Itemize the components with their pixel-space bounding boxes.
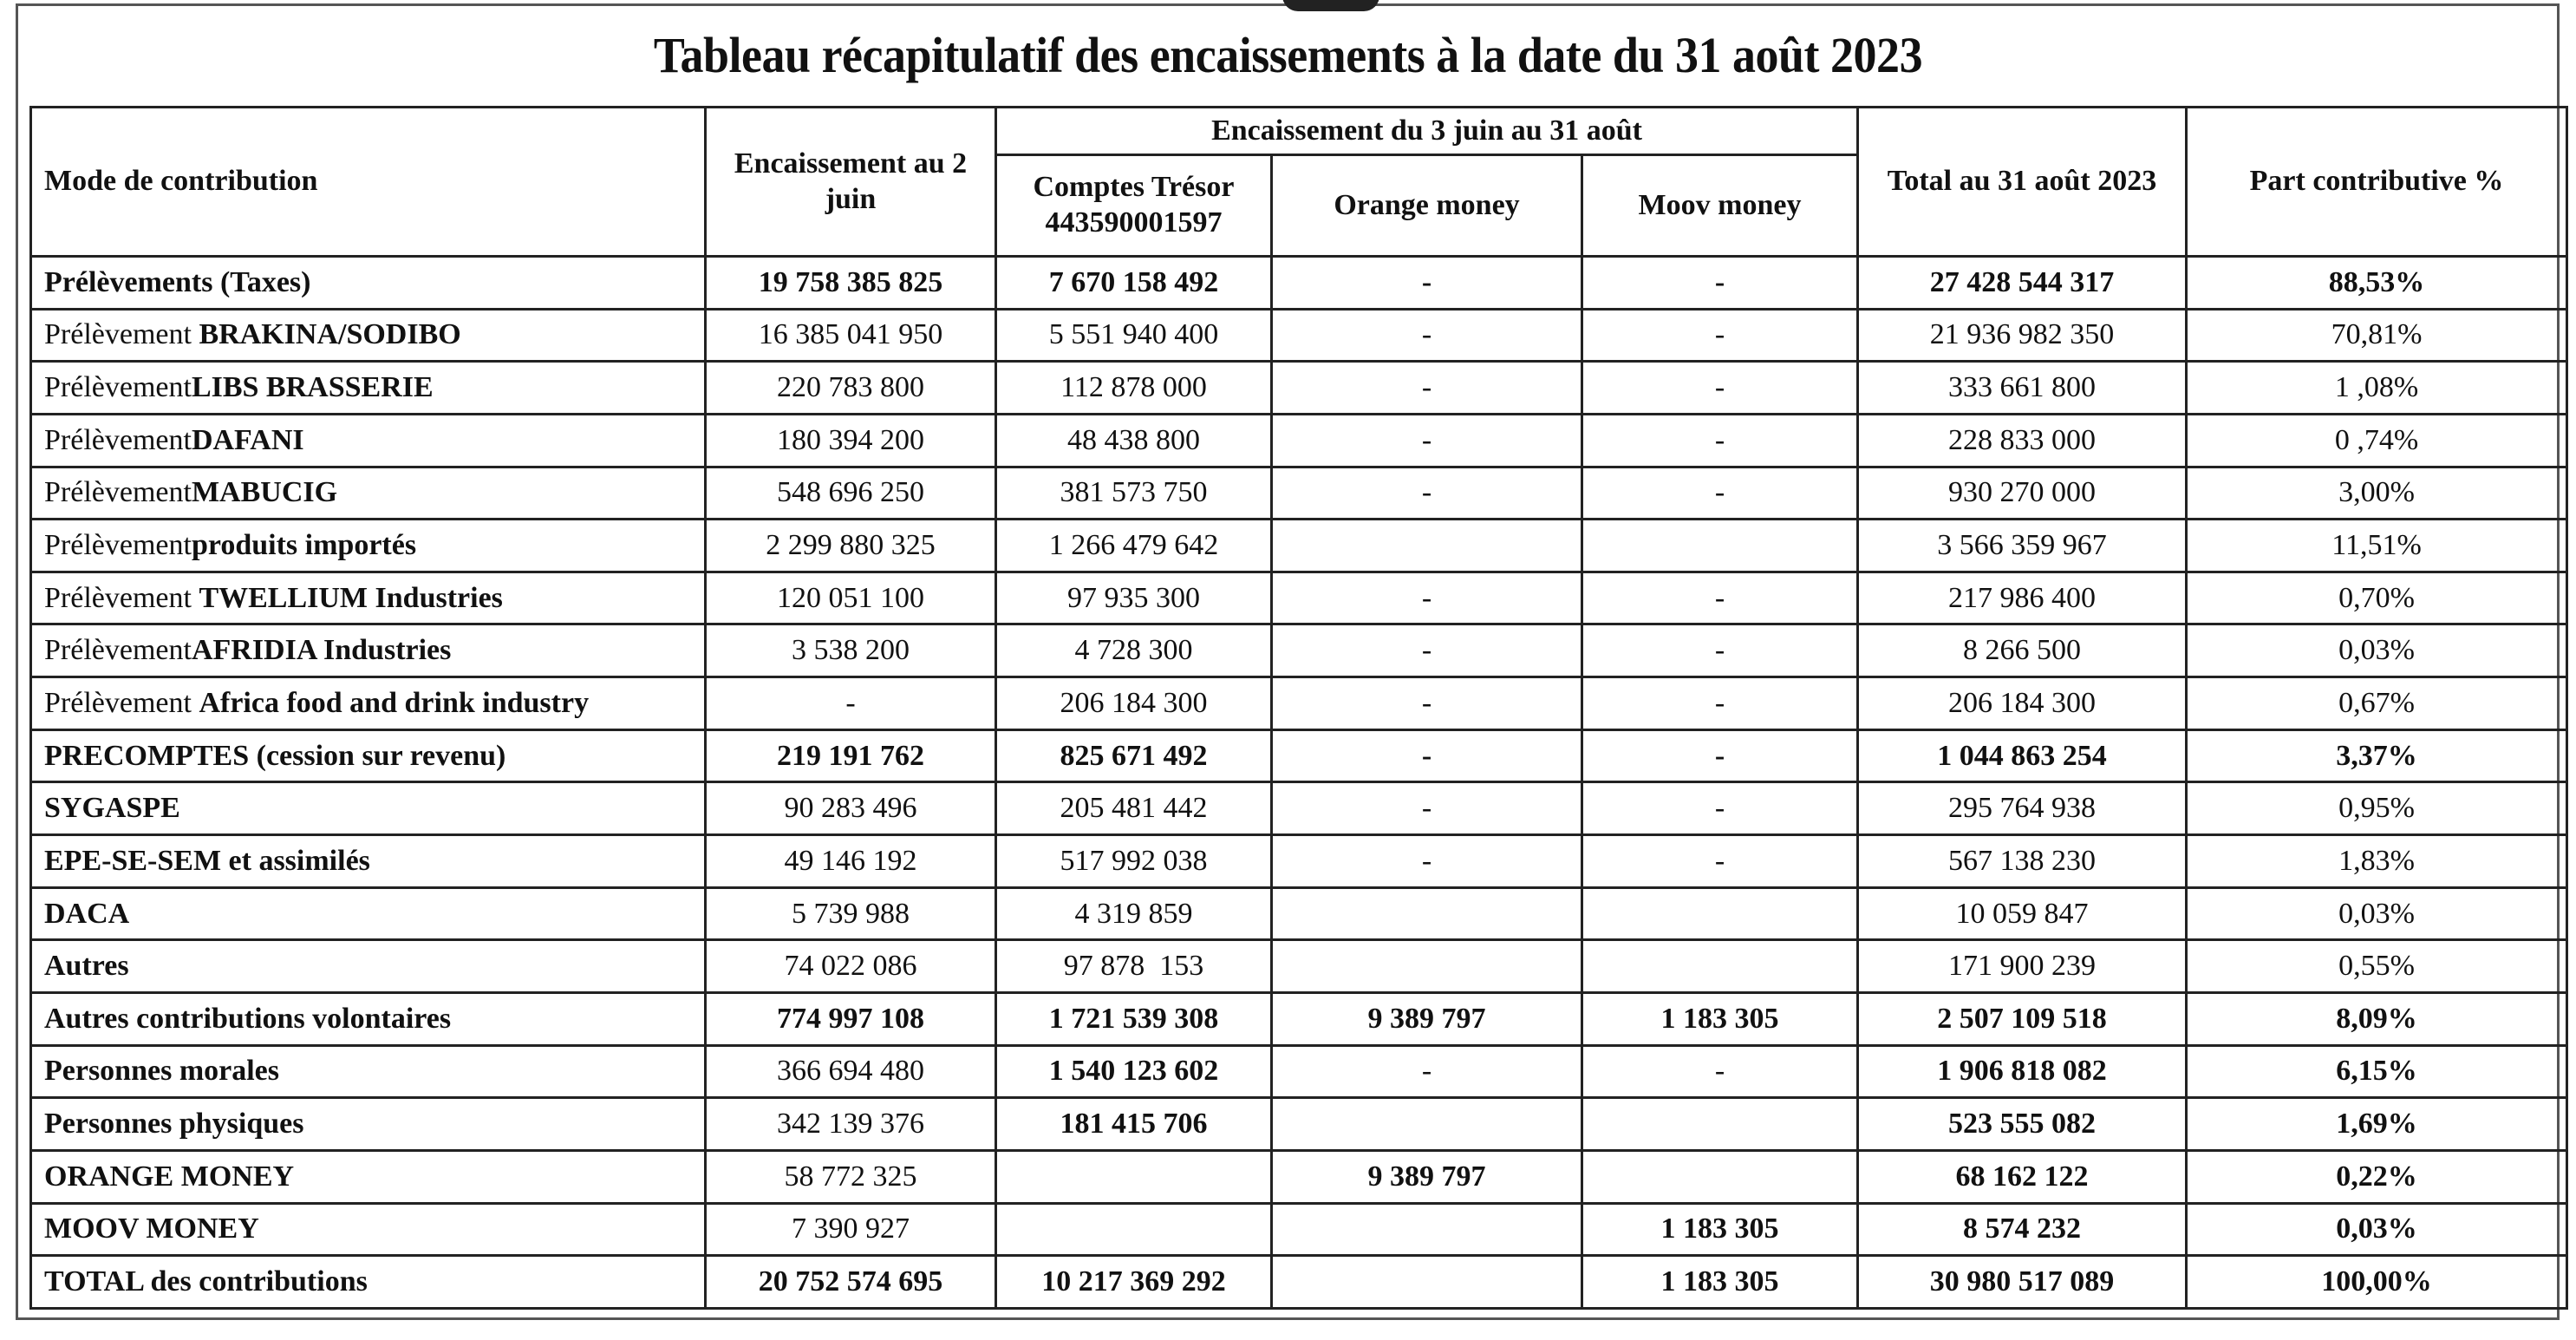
table-cell [996,1203,1272,1256]
table-row [31,520,2567,572]
table-cell: 1 906 818 082 [1858,1045,2187,1098]
row-label [31,940,706,993]
table-cell: 181 415 706 [996,1098,1272,1151]
table-cell: 3 566 359 967 [1858,520,2187,572]
page-title: Tableau récapitulatif des encaissements à la date du 31 août 2023 [653,27,1923,83]
table-cell: 7 390 927 [706,1203,996,1256]
table-cell: 97 878 153 [996,940,1272,993]
row-label-name: TWELLIUM Industries [199,581,503,614]
table-cell: 0,03% [2187,1203,2567,1256]
table-cell: 49 146 192 [706,835,996,888]
table-cell: 16 385 041 950 [706,309,996,362]
table-cell: 10 217 369 292 [996,1256,1272,1309]
row-label-name: DAFANI [191,423,304,456]
table-cell: 0,55% [2187,940,2567,993]
table-cell: 21 936 982 350 [1858,309,2187,362]
table-cell: 11,51% [2187,520,2567,572]
table-row [31,782,2567,835]
table-cell: 1 266 479 642 [996,520,1272,572]
row-label-prefix: Prélèvement [44,581,199,614]
table-row [31,572,2567,624]
table-cell: - [1272,835,1582,888]
table-cell: 70,81% [2187,309,2567,362]
table-row [31,257,2567,310]
table-cell [996,1150,1272,1203]
row-label-name: Personnes morales [44,1055,280,1088]
table-row [31,729,2567,782]
table-cell: 381 573 750 [996,467,1272,520]
table-cell: 0,95% [2187,782,2567,835]
table-cell: 97 935 300 [996,572,1272,624]
table-row [31,1256,2567,1309]
table-cell: - [1582,467,1858,520]
row-label-prefix: Prélèvement [44,371,192,404]
row-label [31,1256,706,1309]
table-cell: 19 758 385 825 [706,257,996,310]
table-cell: 10 059 847 [1858,887,2187,940]
row-label [31,624,706,677]
table-cell: 0 ,74% [2187,414,2567,467]
table-cell: - [1582,677,1858,730]
row-label-prefix: Prélèvement [44,476,192,509]
row-label-prefix: Prélèvement [44,634,192,667]
table-cell: 0,67% [2187,677,2567,730]
table-cell: 205 481 442 [996,782,1272,835]
summary-table [29,106,2568,1310]
table-row [31,677,2567,730]
table-cell: 0,22% [2187,1150,2567,1203]
table-cell: 3 538 200 [706,624,996,677]
table-row [31,1150,2567,1203]
table-cell: 2 507 109 518 [1858,992,2187,1045]
row-label [31,257,706,310]
table-cell: 100,00% [2187,1256,2567,1309]
table-cell: 523 555 082 [1858,1098,2187,1151]
table-cell: - [1582,572,1858,624]
table-cell: 366 694 480 [706,1045,996,1098]
table-cell: 1 540 123 602 [996,1045,1272,1098]
table-cell: 1 044 863 254 [1858,729,2187,782]
table-cell: - [1582,1045,1858,1098]
table-cell: 120 051 100 [706,572,996,624]
table-cell: - [1272,414,1582,467]
table-cell: - [1272,362,1582,415]
row-label [31,1203,706,1256]
table-cell: 7 670 158 492 [996,257,1272,310]
table-cell [1272,1203,1582,1256]
row-label-name: Autres contributions volontaires [44,1002,452,1035]
table-cell: - [1582,309,1858,362]
table-row [31,887,2567,940]
table-row [31,1045,2567,1098]
table-body [31,257,2567,1309]
table-cell: 8 574 232 [1858,1203,2187,1256]
table-cell: 1 183 305 [1582,992,1858,1045]
table-row [31,624,2567,677]
row-label-name: SYGASPE [44,792,180,825]
header-comptes-tresor: Comptes Trésor 443590001597 [996,155,1272,257]
row-label [31,467,706,520]
row-label-name: MABUCIG [191,476,338,509]
header-orange-money: Orange money [1272,155,1582,257]
table-row [31,1203,2567,1256]
table-cell: - [1582,835,1858,888]
table-cell: 206 184 300 [1858,677,2187,730]
table-cell: 88,53% [2187,257,2567,310]
table-cell: 27 428 544 317 [1858,257,2187,310]
row-label [31,992,706,1045]
table-cell: 0,70% [2187,572,2567,624]
table-cell: - [1582,782,1858,835]
row-label-name: BRAKINA/SODIBO [199,318,461,351]
header-group-3-juin-31-aout: Encaissement du 3 juin au 31 août [996,108,1858,155]
table-cell: 180 394 200 [706,414,996,467]
row-label [31,1098,706,1151]
table-cell: 517 992 038 [996,835,1272,888]
table-cell: 774 997 108 [706,992,996,1045]
table-cell [1582,520,1858,572]
row-label [31,309,706,362]
row-label-name: PRECOMPTES (cession sur revenu) [44,739,506,772]
table-row [31,362,2567,415]
table-cell: 5 551 940 400 [996,309,1272,362]
table-cell: 219 191 762 [706,729,996,782]
table-cell: 1 183 305 [1582,1203,1858,1256]
table-row [31,414,2567,467]
top-clipped-heading-fragment [1282,0,1379,11]
table-cell: 9 389 797 [1272,1150,1582,1203]
header-part: Part contributive % [2187,108,2567,257]
table-cell: - [1272,1045,1582,1098]
row-label [31,887,706,940]
header-total: Total au 31 août 2023 [1858,108,2187,257]
table-cell: - [1582,624,1858,677]
table-cell: - [1272,624,1582,677]
table-cell: 567 138 230 [1858,835,2187,888]
row-label-prefix: Prélèvement [44,529,192,562]
row-label [31,362,706,415]
header-encaissement-2-juin: Encaissement au 2 juin [706,108,996,257]
row-label [31,729,706,782]
table-cell: 2 299 880 325 [706,520,996,572]
table-cell: 0,03% [2187,887,2567,940]
table-cell: 171 900 239 [1858,940,2187,993]
table-cell: 295 764 938 [1858,782,2187,835]
row-label [31,1150,706,1203]
table-cell: 8,09% [2187,992,2567,1045]
row-label-name: Autres [44,950,129,983]
table-cell: 930 270 000 [1858,467,2187,520]
table-cell: 1 ,08% [2187,362,2567,415]
table-cell: - [1272,729,1582,782]
row-label-prefix: Prélèvement [44,686,199,719]
table-row [31,309,2567,362]
table-cell: 333 661 800 [1858,362,2187,415]
row-label-name: produits importés [191,529,417,562]
row-label-name: ORANGE MONEY [44,1160,295,1193]
table-row [31,1098,2567,1151]
table-cell: 30 980 517 089 [1858,1256,2187,1309]
row-label-name: Africa food and drink industry [199,686,590,719]
table-cell: - [1272,467,1582,520]
table-cell: 1 183 305 [1582,1256,1858,1309]
table-cell: 8 266 500 [1858,624,2187,677]
table-cell: 6,15% [2187,1045,2567,1098]
row-label-prefix: Prélèvement [44,318,199,351]
table-cell [1272,1256,1582,1309]
table-cell: 4 319 859 [996,887,1272,940]
table-cell: 1 721 539 308 [996,992,1272,1045]
table-cell: 74 022 086 [706,940,996,993]
table-cell: 228 833 000 [1858,414,2187,467]
table-cell: - [1272,677,1582,730]
row-label-name: Prélèvements (Taxes) [44,265,311,298]
table-cell: - [1582,729,1858,782]
row-label [31,414,706,467]
table-row [31,940,2567,993]
table-cell: 220 783 800 [706,362,996,415]
table-cell: 68 162 122 [1858,1150,2187,1203]
table-cell: - [1582,362,1858,415]
table-cell: 825 671 492 [996,729,1272,782]
row-label-name: AFRIDIA Industries [191,634,452,667]
table-cell: - [1272,257,1582,310]
row-label-name: MOOV MONEY [44,1213,259,1245]
row-label [31,520,706,572]
header-mode: Mode de contribution [31,108,706,257]
table-cell: 0,03% [2187,624,2567,677]
row-label-name: DACA [44,897,130,930]
table-cell: - [1272,309,1582,362]
table-cell [1272,1098,1582,1151]
row-label-name: EPE-SE-SEM et assimilés [44,844,370,877]
table-cell [1272,520,1582,572]
table-cell [1582,1098,1858,1151]
table-cell: - [706,677,996,730]
row-label [31,782,706,835]
table-cell: 58 772 325 [706,1150,996,1203]
table-cell [1272,940,1582,993]
table-cell: 9 389 797 [1272,992,1582,1045]
table-row [31,835,2567,888]
table-cell: - [1272,572,1582,624]
table-cell: 112 878 000 [996,362,1272,415]
header-moov-money: Moov money [1582,155,1858,257]
table-cell: 90 283 496 [706,782,996,835]
table-cell: 3,37% [2187,729,2567,782]
row-label-prefix: Prélèvement [44,423,192,456]
table-cell [1582,887,1858,940]
table-cell: - [1582,257,1858,310]
table-cell: 217 986 400 [1858,572,2187,624]
table-cell [1582,1150,1858,1203]
table-cell [1582,940,1858,993]
row-label [31,835,706,888]
table-row [31,992,2567,1045]
table-cell: 548 696 250 [706,467,996,520]
table-cell: 20 752 574 695 [706,1256,996,1309]
row-label [31,572,706,624]
row-label [31,677,706,730]
table-cell: 4 728 300 [996,624,1272,677]
table-cell: 1,69% [2187,1098,2567,1151]
row-label [31,1045,706,1098]
table-cell: - [1582,414,1858,467]
table-cell: - [1272,782,1582,835]
row-label-name: Personnes physiques [44,1108,304,1141]
row-label-name: TOTAL des contributions [44,1265,368,1298]
table-row [31,467,2567,520]
table-cell: 3,00% [2187,467,2567,520]
table-cell: 342 139 376 [706,1098,996,1151]
table-cell: 206 184 300 [996,677,1272,730]
table-cell: 48 438 800 [996,414,1272,467]
table-cell: 5 739 988 [706,887,996,940]
row-label-name: LIBS BRASSERIE [191,371,434,404]
table-cell: 1,83% [2187,835,2567,888]
table-cell [1272,887,1582,940]
